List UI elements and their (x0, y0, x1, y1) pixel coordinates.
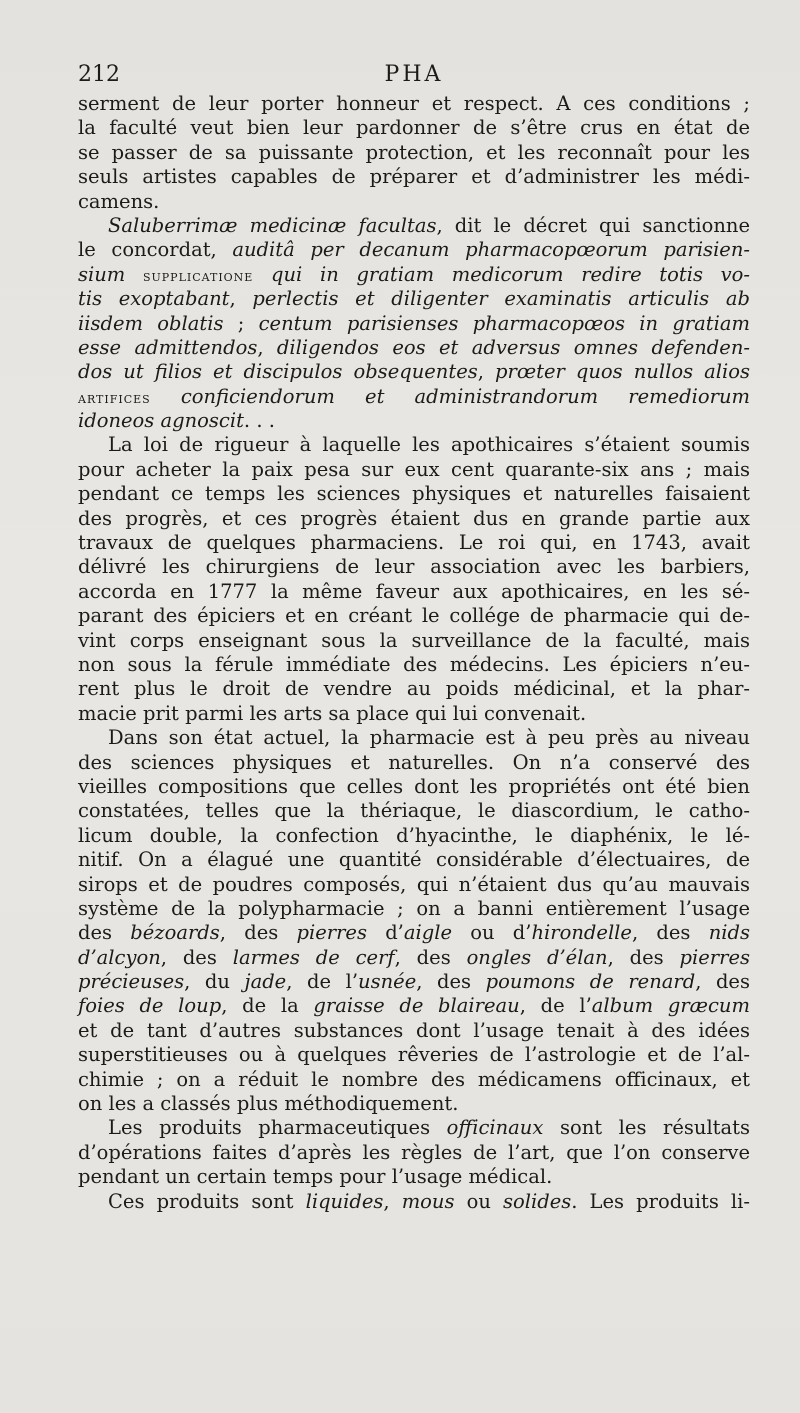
text-run: supplicatione (142, 266, 254, 285)
text-run: Les produits pharmaceutiques (108, 1116, 447, 1140)
text-run: délivré les chirurgiens de leur association avec les barbiers, (78, 555, 750, 579)
text-run: , des (416, 970, 486, 994)
text-run: chimie ; on a réduit le nombre des médicamens officinaux, et (78, 1067, 750, 1091)
text-run: le concordat, (78, 238, 233, 262)
text-line (78, 458, 750, 482)
text-line (78, 507, 750, 531)
text-line (78, 946, 750, 970)
text-run: des progrès, et ces progrès étaient dus en grande partie aux (78, 506, 750, 530)
text-run: pierres (679, 945, 750, 969)
text-run: bézoards (130, 921, 220, 945)
text-run: foies de loup (78, 994, 222, 1018)
text-run: la faculté veut bien leur pardonner de s’être crus en état de (78, 116, 750, 140)
text-run: dos ut filios et discipulos obsequentes (78, 360, 478, 384)
text-run: , de l’ (519, 994, 592, 1018)
text-line (78, 214, 750, 238)
text-run: , (477, 360, 496, 384)
text-run: macie prit parmi les arts sa place qui lui convenait. (78, 701, 587, 725)
text-line (78, 531, 750, 555)
text-run: pour acheter la paix pesa sur eux cent quarante-six ans ; mais (78, 457, 750, 481)
text-run: usnée (358, 970, 417, 994)
text-run: sont les résultats (543, 1116, 750, 1140)
text-line (78, 848, 750, 872)
text-run: pendant un certain temps pour l’usage médical. (78, 1165, 553, 1189)
text-run: auditâ per decanum pharmacopœorum parisien- (232, 238, 750, 262)
text-run: tis exoptabant (78, 287, 230, 311)
text-run: esse admittendos (78, 335, 258, 359)
text-run: Ces produits sont (108, 1189, 306, 1213)
text-line (78, 92, 750, 116)
text-line (78, 336, 750, 360)
text-run: iisdem oblatis (78, 311, 224, 335)
text-run: larmes de cerf (232, 945, 395, 969)
text-run: on les a classés plus méthodiquement. (78, 1092, 459, 1116)
text-run: travaux de quelques pharmaciens. Le roi qui, en 1743, avait (78, 531, 750, 555)
text-run: album græcum (591, 994, 750, 1018)
text-run: pendant ce temps les sciences physiques et naturelles faisaient (78, 482, 750, 506)
text-run: camens. (78, 189, 160, 213)
text-run: licum double, la confection d’hyacinthe, le diaphénix, le lé- (78, 823, 750, 847)
text-line (78, 482, 750, 506)
text-line (78, 1043, 750, 1067)
text-run: , de l’ (286, 970, 359, 994)
text-line (78, 141, 750, 165)
text-run: prœter quos nullos alios (495, 360, 750, 384)
text-run: . Les produits li- (571, 1189, 750, 1213)
text-line (78, 1092, 750, 1116)
text-line (78, 1190, 750, 1214)
text-line (78, 897, 750, 921)
text-line (78, 287, 750, 311)
text-run: précieuses (78, 970, 185, 994)
text-run: et de tant d’autres substances dont l’usage tenait à des idées (78, 1018, 750, 1042)
text-run: pierres (296, 921, 367, 945)
text-run: liquides (305, 1189, 384, 1213)
text-line (78, 824, 750, 848)
text-line (78, 653, 750, 677)
text-run: officinaux (446, 1116, 544, 1140)
text-run: accorda en 1777 la même faveur aux apothicaires, en les sé- (78, 579, 750, 603)
text-run: , (229, 287, 253, 311)
text-line (78, 726, 750, 750)
text-run: , du (184, 970, 245, 994)
text-run: mous (401, 1189, 455, 1213)
text-line (78, 312, 750, 336)
text-run: système de la polypharmacie ; on a banni entièrement l’usage (78, 896, 750, 920)
text-run: aigle (403, 921, 453, 945)
text-line (78, 1141, 750, 1165)
text-run: solides (503, 1189, 572, 1213)
text-line (78, 165, 750, 189)
text-run: vieilles compositions que celles dont les propriétés ont été bien (78, 774, 750, 798)
text-run: , des (219, 921, 297, 945)
text-line (78, 873, 750, 897)
text-run: , des (695, 970, 750, 994)
page-number: 212 (78, 62, 120, 87)
text-line (78, 799, 750, 823)
text-run: poumons de renard (485, 970, 696, 994)
text-run: nitif. On a élagué une quantité considérable d’électuaires, de (78, 848, 750, 872)
text-run: parant des épiciers et en créant le collége de pharmacie qui de- (78, 604, 750, 628)
text-line (78, 433, 750, 457)
text-run: , de la (221, 994, 314, 1018)
text-run: nids (708, 921, 750, 945)
text-line (78, 360, 750, 384)
text-run: vint corps enseignant sous la surveillance de la faculté, mais (78, 628, 750, 652)
text-run: , des (607, 945, 680, 969)
text-line (78, 116, 750, 140)
text-line (78, 238, 750, 262)
text-run: des (78, 921, 131, 945)
text-line (78, 263, 750, 287)
running-title: PHA (384, 62, 444, 87)
text-line (78, 604, 750, 628)
text-line (78, 1019, 750, 1043)
text-run: ; (223, 311, 259, 335)
text-run: constatées, telles que la thériaque, le diascordium, le catho- (78, 799, 750, 823)
text-line (78, 385, 750, 409)
text-run: artifices (78, 388, 151, 407)
text-run: sium (78, 262, 143, 286)
text-run: diligendos eos et adversus omnes defenden- (276, 335, 750, 359)
text-run: rent plus le droit de vendre au poids médicinal, et la phar- (78, 677, 750, 701)
text-run: conficiendorum et administrandorum remediorum (150, 384, 750, 408)
text-run: perlectis et diligenter examinatis articulis ab (252, 287, 750, 311)
text-run: , dit le décret qui sanctionne (436, 213, 750, 237)
text-line (78, 580, 750, 604)
text-run: serment de leur porter honneur et respect. A ces conditions ; (78, 92, 750, 115)
text-line (78, 1116, 750, 1140)
text-line (78, 629, 750, 653)
text-run: jade (244, 970, 287, 994)
text-run: , des (631, 921, 709, 945)
text-line (78, 921, 750, 945)
text-line (78, 702, 750, 726)
text-run: non sous la férule immédiate des médecins. Les épiciers n’eu- (78, 652, 750, 676)
text-line (78, 1165, 750, 1189)
text-line (78, 775, 750, 799)
text-run: La loi de rigueur à laquelle les apothicaires s’étaient soumis (108, 433, 750, 457)
text-run: superstitieuses ou à quelques rêveries de l’astrologie et de l’al- (78, 1043, 750, 1067)
text-line (78, 677, 750, 701)
text-run: se passer de sa puissante protection, et les reconnaît pour les (78, 140, 750, 164)
body-text (78, 92, 750, 1214)
text-run: , (383, 1189, 402, 1213)
text-run: idoneos agnoscit (78, 409, 244, 433)
text-run: , des (394, 945, 467, 969)
text-line (78, 970, 750, 994)
text-run: ongles d’élan (466, 945, 608, 969)
text-run: Saluberrimæ medicinæ facultas (108, 213, 437, 237)
running-head (78, 62, 750, 92)
text-line (78, 994, 750, 1018)
text-run: d’alcyon (78, 945, 161, 969)
text-line (78, 1068, 750, 1092)
text-line (78, 409, 750, 433)
text-line (78, 190, 750, 214)
text-line (78, 555, 750, 579)
text-run: . . . (243, 409, 275, 433)
text-run: sirops et de poudres composés, qui n’étaient dus qu’au mauvais (78, 872, 750, 896)
text-run: d’ (366, 921, 404, 945)
text-run: centum parisienses pharmacopœos in gratiam (258, 311, 750, 335)
text-run: , (257, 335, 277, 359)
text-run: hirondelle (531, 921, 632, 945)
text-run: seuls artistes capables de préparer et d’administrer les médi- (78, 165, 750, 189)
text-run: ou (454, 1189, 503, 1213)
text-run: ou d’ (452, 921, 532, 945)
text-run: des sciences physiques et naturelles. On n’a conservé des (78, 750, 750, 774)
text-run: qui in gratiam medicorum redire totis vo- (253, 262, 750, 286)
text-run: d’opérations faites d’après les règles de l’art, que l’on conserve (78, 1140, 750, 1164)
text-line (78, 751, 750, 775)
text-run: Dans son état actuel, la pharmacie est à peu près au niveau (108, 726, 750, 750)
text-run: graisse de blaireau (313, 994, 520, 1018)
text-run: , des (160, 945, 233, 969)
